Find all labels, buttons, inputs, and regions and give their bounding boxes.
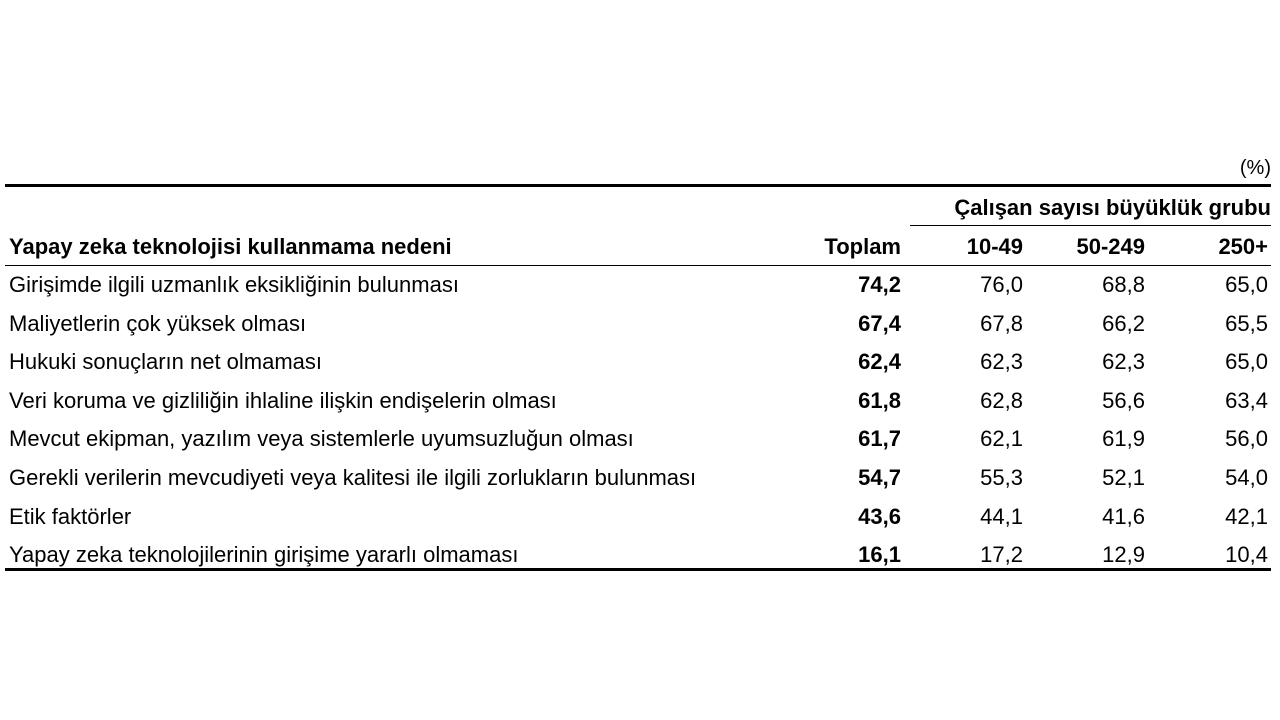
row-value-50-249: 52,1 [1102, 464, 1145, 490]
column-header-reason: Yapay zeka teknolojisi kullanmama nedeni [9, 234, 452, 259]
row-value-50-249: 62,3 [1102, 349, 1145, 375]
table-body [5, 266, 1271, 575]
row-value-10-49: 62,8 [980, 387, 1023, 413]
row-total: 54,7 [858, 464, 901, 490]
row-total: 43,6 [858, 503, 901, 529]
row-label: Hukuki sonuçların net olmaması [9, 349, 323, 375]
table-row [5, 420, 1271, 459]
column-header-10-49: 10-49 [966, 234, 1023, 259]
row-label: Gerekli verilerin mevcudiyeti veya kalitesi ile ilgili zorlukların bulunması [9, 464, 697, 490]
unit-label: (%) [1239, 157, 1271, 179]
table-row [5, 382, 1271, 421]
table-row [5, 343, 1271, 382]
group-header: Çalışan sayısı büyüklük grubu [954, 195, 1271, 220]
table-bottom-rule [5, 568, 1271, 571]
row-label: Etik faktörler [9, 503, 132, 529]
row-value-50-249: 56,6 [1102, 387, 1145, 413]
column-header-row [5, 228, 1271, 264]
row-total: 61,7 [858, 426, 901, 452]
table-row [5, 266, 1271, 305]
row-value-10-49: 76,0 [980, 272, 1023, 297]
row-total: 61,8 [858, 387, 901, 413]
row-label: Maliyetlerin çok yüksek olması [9, 310, 307, 336]
row-value-50-249: 41,6 [1102, 503, 1145, 529]
row-value-50-249: 68,8 [1102, 272, 1145, 297]
column-header-50-249: 50-249 [1076, 234, 1145, 259]
row-label: Yapay zeka teknolojilerinin girişime yararlı olmaması [9, 542, 519, 568]
row-value-250-plus: 63,4 [1225, 387, 1268, 413]
table-top-rule [5, 184, 1271, 187]
column-header-250-plus: 250+ [1218, 234, 1268, 259]
column-header-total: Toplam [824, 234, 901, 259]
row-label: Veri koruma ve gizliliğin ihlaline ilişkin endişelerin olması [9, 387, 557, 413]
table-row [5, 305, 1271, 344]
row-value-50-249: 66,2 [1102, 310, 1145, 336]
row-value-10-49: 67,8 [980, 310, 1023, 336]
row-total: 62,4 [858, 349, 901, 375]
row-value-10-49: 62,3 [980, 349, 1023, 375]
row-value-250-plus: 54,0 [1225, 464, 1268, 490]
row-value-250-plus: 56,0 [1225, 426, 1268, 452]
row-total: 74,2 [858, 272, 901, 297]
table-row [5, 459, 1271, 498]
row-label: Mevcut ekipman, yazılım veya sistemlerle uyumsuzluğun olması [9, 426, 634, 452]
table-row [5, 498, 1271, 537]
row-value-10-49: 62,1 [980, 426, 1023, 452]
row-value-10-49: 55,3 [980, 464, 1023, 490]
row-value-10-49: 17,2 [980, 542, 1023, 568]
row-total: 67,4 [858, 310, 901, 336]
row-value-250-plus: 42,1 [1225, 503, 1268, 529]
row-label: Girişimde ilgili uzmanlık eksikliğinin bulunması [9, 272, 459, 297]
row-value-50-249: 12,9 [1102, 542, 1145, 568]
row-value-250-plus: 65,0 [1225, 272, 1268, 297]
row-value-250-plus: 10,4 [1225, 542, 1268, 568]
row-value-250-plus: 65,5 [1225, 310, 1268, 336]
group-header-rule [910, 225, 1271, 226]
row-total: 16,1 [858, 542, 901, 568]
row-value-50-249: 61,9 [1102, 426, 1145, 452]
row-value-250-plus: 65,0 [1225, 349, 1268, 375]
row-value-10-49: 44,1 [980, 503, 1023, 529]
